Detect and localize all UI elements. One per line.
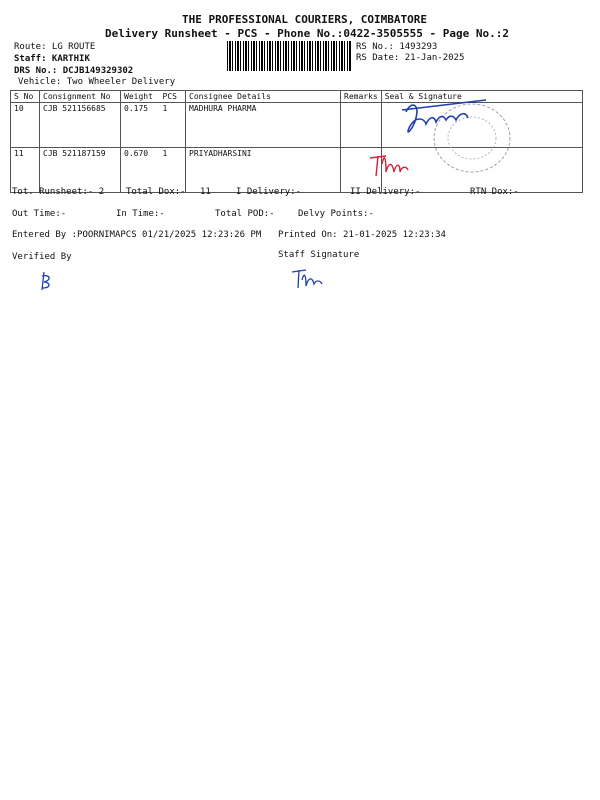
total-dox-label: Total Dox:- xyxy=(126,187,186,197)
row-consignee: PRIYADHARSINI xyxy=(186,148,341,193)
row-sno: 10 xyxy=(11,103,40,148)
row-pcs: 1 xyxy=(162,149,168,158)
staff-signature-label: Staff Signature xyxy=(278,250,360,260)
total-dox-value: 11 xyxy=(200,187,211,197)
rs-date: RS Date: 21-Jan-2025 xyxy=(356,53,465,63)
row-sno: 11 xyxy=(11,148,40,193)
row-remarks xyxy=(341,103,382,148)
rtn-dox: RTN Dox:- xyxy=(470,187,519,197)
printed-on: Printed On: 21-01-2025 12:23:34 xyxy=(278,230,446,240)
delvy-points: Delvy Points:- xyxy=(298,209,374,219)
recipient-signature-2 xyxy=(368,150,416,180)
staff-label: Staff: KARTHIK xyxy=(14,54,90,64)
barcode xyxy=(227,41,352,71)
runsheet-subtitle: Delivery Runsheet - PCS - Phone No.:0422-3505555 - Page No.:2 xyxy=(105,27,509,40)
col-pcs-label: PCS xyxy=(162,92,177,101)
col-sno: S No xyxy=(11,91,40,103)
verified-by-label: Verified By xyxy=(12,252,72,262)
in-time: In Time:- xyxy=(116,209,165,219)
row-weight: 0.670 xyxy=(124,149,149,158)
col-consignee: Consignee Details xyxy=(186,91,341,103)
rs-number: RS No.: 1493293 xyxy=(356,42,438,52)
staff-signature xyxy=(290,266,330,292)
total-pod: Total POD:- xyxy=(215,209,275,219)
out-time: Out Time:- xyxy=(12,209,67,219)
verifier-signature xyxy=(36,270,56,292)
total-runsheet: Tot. Runsheet:- 2 xyxy=(12,187,105,197)
row-weight: 0.175 xyxy=(124,104,149,113)
i-delivery: I Delivery:- xyxy=(236,187,302,197)
row-consignment: CJB 521156685 xyxy=(40,103,121,148)
col-weight-label: Weight xyxy=(124,92,153,101)
vehicle-label: Vehicle: Two Wheeler Delivery xyxy=(18,77,176,87)
recipient-signature-1 xyxy=(396,98,496,144)
row-consignee: MADHURA PHARMA xyxy=(186,103,341,148)
entered-by: Entered By :POORNIMAPCS 01/21/2025 12:23:26 PM xyxy=(12,230,262,240)
company-title: THE PROFESSIONAL COURIERS, COIMBATORE xyxy=(182,13,428,26)
col-remarks: Remarks xyxy=(341,91,382,103)
ii-delivery: II Delivery:- xyxy=(350,187,421,197)
row-consignment: CJB 521187159 xyxy=(40,148,121,193)
col-weight xyxy=(121,91,186,103)
row-weight-pcs xyxy=(121,148,186,193)
drs-number: DRS No.: DCJB149329302 xyxy=(14,66,134,76)
col-seal-signature: Seal & Signature xyxy=(381,91,582,103)
row-pcs: 1 xyxy=(162,104,168,113)
row-weight-pcs xyxy=(121,103,186,148)
route-label: Route: LG ROUTE xyxy=(14,42,96,52)
col-consignment: Consignment No xyxy=(40,91,121,103)
